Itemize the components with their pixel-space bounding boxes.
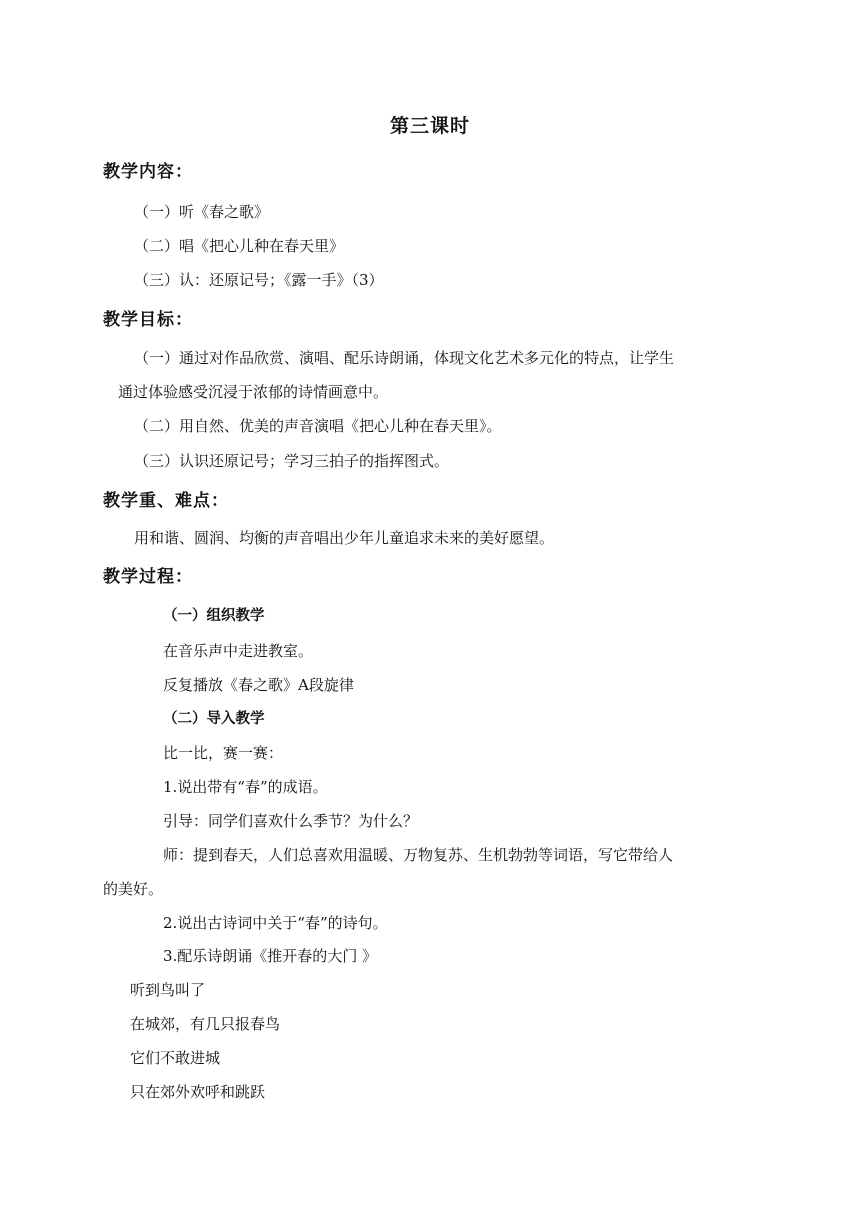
goal-item-1-line-2: 通过体验感受沉浸于浓郁的诗情画意中。 (118, 383, 389, 401)
section-2-line-2: 1.说出带有“春”的成语。 (163, 778, 328, 796)
poem-line-4: 只在郊外欢呼和跳跃 (130, 1083, 266, 1101)
content-item-2: （二）唱《把心儿种在春天里》 (134, 237, 345, 255)
poem-line-2: 在城郊，有几只报春鸟 (130, 1015, 281, 1033)
content-item-1: （一）听《春之歌》 (134, 203, 270, 221)
page-title: 第三课时 (389, 115, 470, 137)
keypoints-heading: 教学重、难点： (103, 491, 229, 511)
poem-line-3: 它们不敢进城 (130, 1049, 221, 1067)
section-2-line-4b: 的美好。 (103, 880, 164, 898)
goals-heading: 教学目标： (103, 310, 193, 330)
goal-item-3: （三）认识还原记号；学习三拍子的指挥图式。 (134, 452, 450, 470)
goal-item-2: （二）用自然、优美的声音演唱《把心儿种在春天里》。 (134, 417, 502, 435)
section-2-line-3: 引导：同学们喜欢什么季节？为什么？ (163, 812, 419, 830)
section-2-title: （二）导入教学 (163, 711, 265, 727)
section-1-title: （一）组织教学 (163, 608, 265, 624)
section-1-line-1: 在音乐声中走进教室。 (163, 642, 314, 660)
section-2-line-6: 3.配乐诗朗诵《推开春的大门 》 (163, 947, 378, 965)
section-2-line-5: 2.说出古诗词中关于“春”的诗句。 (163, 914, 388, 932)
keypoints-text: 用和谐、圆润、均衡的声音唱出少年儿童追求未来的美好愿望。 (134, 529, 555, 547)
goal-item-1-line-1: （一）通过对作品欣赏、演唱、配乐诗朗诵，体现文化艺术多元化的特点，让学生 (134, 349, 675, 367)
poem-line-1: 听到鸟叫了 (130, 981, 206, 999)
section-2-line-1: 比一比，赛一赛： (163, 744, 284, 762)
section-1-line-2: 反复播放《春之歌》A段旋律 (163, 676, 354, 694)
content-item-3: （三）认：还原记号；《露一手》（3） (134, 271, 384, 289)
content-heading: 教学内容： (103, 162, 193, 182)
section-2-line-4a: 师：提到春天，人们总喜欢用温暖、万物复苏、生机勃勃等词语，写它带给人 (163, 846, 674, 864)
process-heading: 教学过程： (103, 567, 193, 587)
